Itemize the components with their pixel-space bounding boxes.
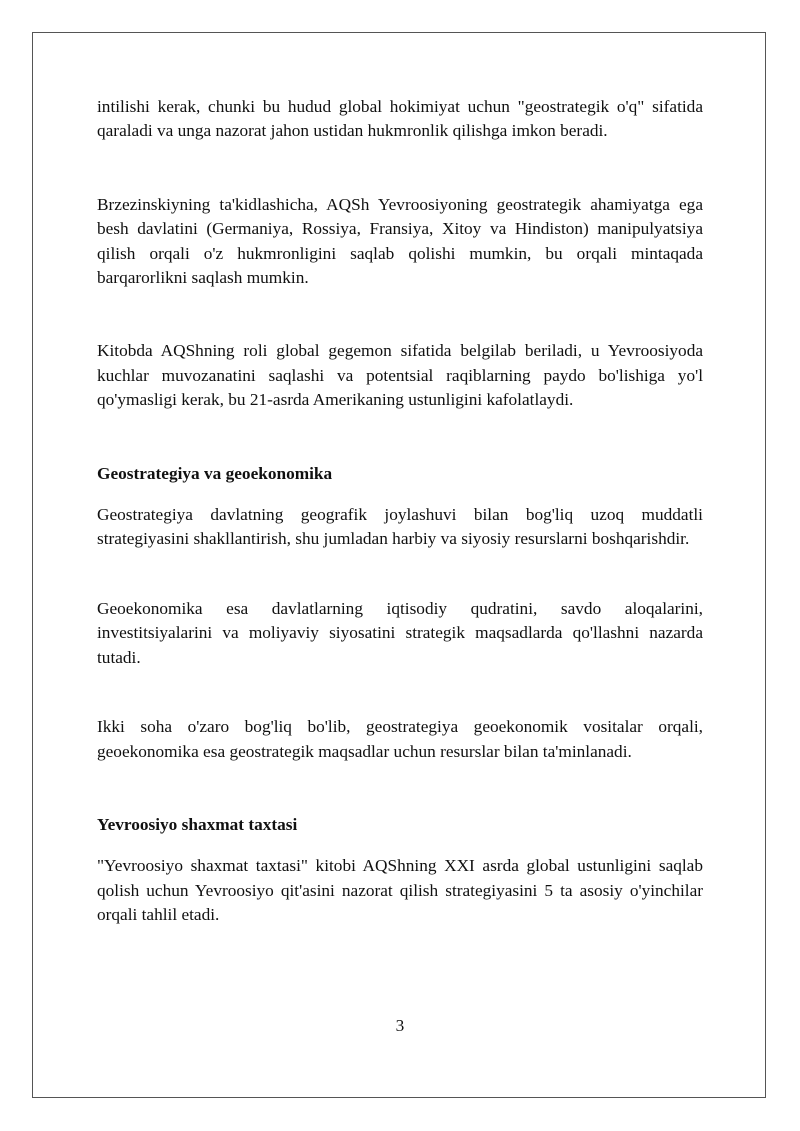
paragraph-5: Geoekonomika esa davlatlarning iqtisodiy qudratini, savdo aloqalarini, investitsiyalarini va moliyaviy siyosatini strategik maqsadlarda qo'llashni nazarda tutadi. bbox=[97, 598, 703, 667]
page-number: 3 bbox=[395, 1016, 405, 1035]
paragraph-4: Geostrategiya davlatning geografik joylashuvi bilan bog'liq uzoq muddatli strategiyasini shakllantirish, shu jumladan harbiy va siyosiy resurslarni boshqarishdir. bbox=[97, 505, 703, 549]
paragraph-3: Kitobda AQShning roli global gegemon sifatida belgilab beriladi, u Yevroosiyoda kuchlar muvozanatini saqlashi va potentsial raqiblarning paydo bo'lishiga yo'l qo'ymasligi kerak, bu 21-asrda Amerikaning ustunligini kafolatlaydi. bbox=[97, 341, 703, 410]
section-heading-chessboard: Yevroosiyo shaxmat taxtasi bbox=[97, 814, 298, 834]
page-body bbox=[97, 95, 703, 928]
paragraph-7: "Yevroosiyo shaxmat taxtasi" kitobi AQShning XXI asrda global ustunligini saqlab qolish uchun Yevroosiyo qit'asini nazorat qilish strategiyasini 5 ta asosiy o'yinchilar orqali tahlil etadi. bbox=[97, 856, 703, 925]
paragraph-1: intilishi kerak, chunki bu hudud global hokimiyat uchun "geostrategik o'q" sifatida qaraladi va unga nazorat jahon ustidan hukmronlik qilishga imkon beradi. bbox=[97, 97, 703, 141]
paragraph-2: Brzezinskiyning ta'kidlashicha, AQSh Yevroosiyoning geostrategik ahamiyatga ega besh davlatini (Germaniya, Rossiya, Fransiya, Xitoy va Hindiston) manipulyatsiya qilish orqali o'z hukmronligini saqlab qolishi mumkin, bu orqali mintaqada barqarorlikni saqlash mumkin. bbox=[97, 194, 703, 288]
section-heading-geostrategy: Geostrategiya va geoekonomika bbox=[97, 463, 333, 483]
paragraph-6: Ikki soha o'zaro bog'liq bo'lib, geostrategiya geoekonomik vositalar orqali, geoekonomika esa geostrategik maqsadlar uchun resurslar bilan ta'minlanadi. bbox=[97, 717, 703, 761]
